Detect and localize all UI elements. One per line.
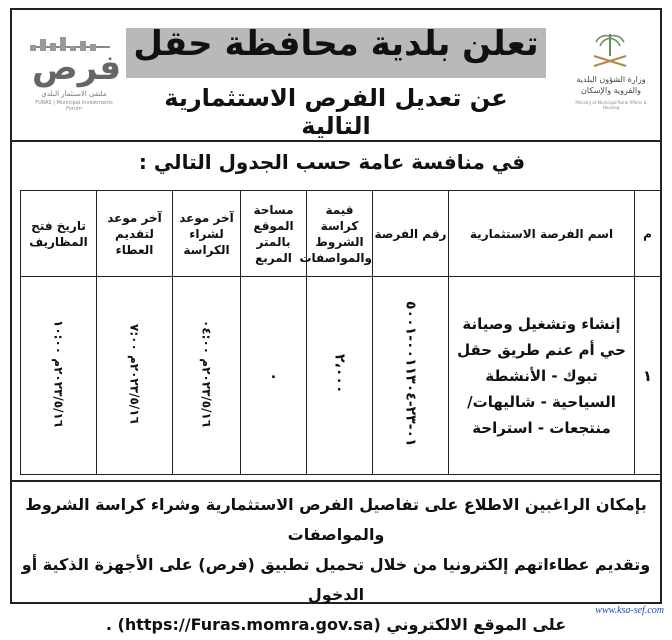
table-row [21,277,661,475]
cell-number-text: ٠١-٢٣-٠٠١١٣٠٤-٥٠٠١ [402,300,419,447]
furas-logo [24,28,122,112]
cell-no: ١ [635,277,661,475]
cell-last-purchase-text: ٢٠٢٣/٥/١٦م ٠٤:٠٠ [199,319,214,428]
header-last-purchase: آخر موعد لشراء الكراسة [173,191,241,277]
table-header-row [21,191,661,277]
footer-line2: وتقديم عطاءاتهم إلكترونيا من خلال تحميل تطبيق (فرص) على الأجهزة الذكية أو الدخول [21,555,651,604]
furas-logo-word: فرص [32,48,122,88]
cell-last-submission-text: ٢٠٢٣/٥/١٦م ٧:٠٠ [127,323,142,424]
furas-logo-caption-ar: ملتقى الاستثمار البلدي [41,90,107,98]
ad-title: تعلن بلدية محافظة حقل [133,24,539,64]
header-name: اسم الفرصة الاستثمارية [449,191,635,277]
cell-last-purchase [173,277,241,475]
ad-header [12,10,660,140]
ministry-name-line2: والقروية والإسكان [581,86,641,95]
cell-number [373,277,449,475]
cell-last-submission [97,277,173,475]
furas-logo-caption-en: FURAS | Municipal Investments Forum [35,100,113,112]
cell-booklet-price-text: ٢،٠٠٠ [331,353,348,394]
skyline-icon [30,32,110,48]
opportunities-table [20,190,661,475]
ministry-logo [570,26,652,116]
footer-line1: بإمكان الراغبين الاطلاع على تفاصيل الفرص الاستثمارية وشراء كراسة الشروط والمواصفات [25,495,647,544]
intro-text: في منافسة عامة حسب الجدول التالي : [138,150,526,174]
footer-line3: على الموقع الالكتروني (https://Furas.momra.gov.sa) . [105,615,567,634]
ad-subtitle: عن تعديل الفرص الاستثمارية التالية [164,84,508,140]
palm-swords-emblem-icon [588,30,632,70]
footer-text [20,490,652,640]
cell-name: إنشاء وتشغيل وصيانة حي أم عنم طريق حقل تبوك - الأنشطة السياحية - شاليهات/ منتجعات - استراحة [449,277,635,475]
cell-opening-date-text: ٢٠٢٣/٥/١٦م ١٠:٠٠ [51,319,66,428]
ministry-name [570,74,652,96]
header-opening-date: تاريخ فتح المظاريف [21,191,97,277]
cell-area: ٠ [241,277,307,475]
site-watermark: www.ksa-sef.com [595,605,664,616]
header-no: م [635,191,661,277]
header-last-submission: آخر موعد لتقديم العطاء [97,191,173,277]
header-divider [12,140,660,142]
ministry-name-en: Ministry of Municipal Rural Affairs & Housing [575,100,647,110]
cell-opening-date [21,277,97,475]
header-booklet-price: قيمة كراسة الشروط والمواصفات [307,191,373,277]
ministry-name-line1: وزارة الشؤون البلدية [576,75,646,84]
header-area: مساحة الموقع بالمتر المربع [241,191,307,277]
cell-booklet-price [307,277,373,475]
header-number: رقم الفرصة [373,191,449,277]
